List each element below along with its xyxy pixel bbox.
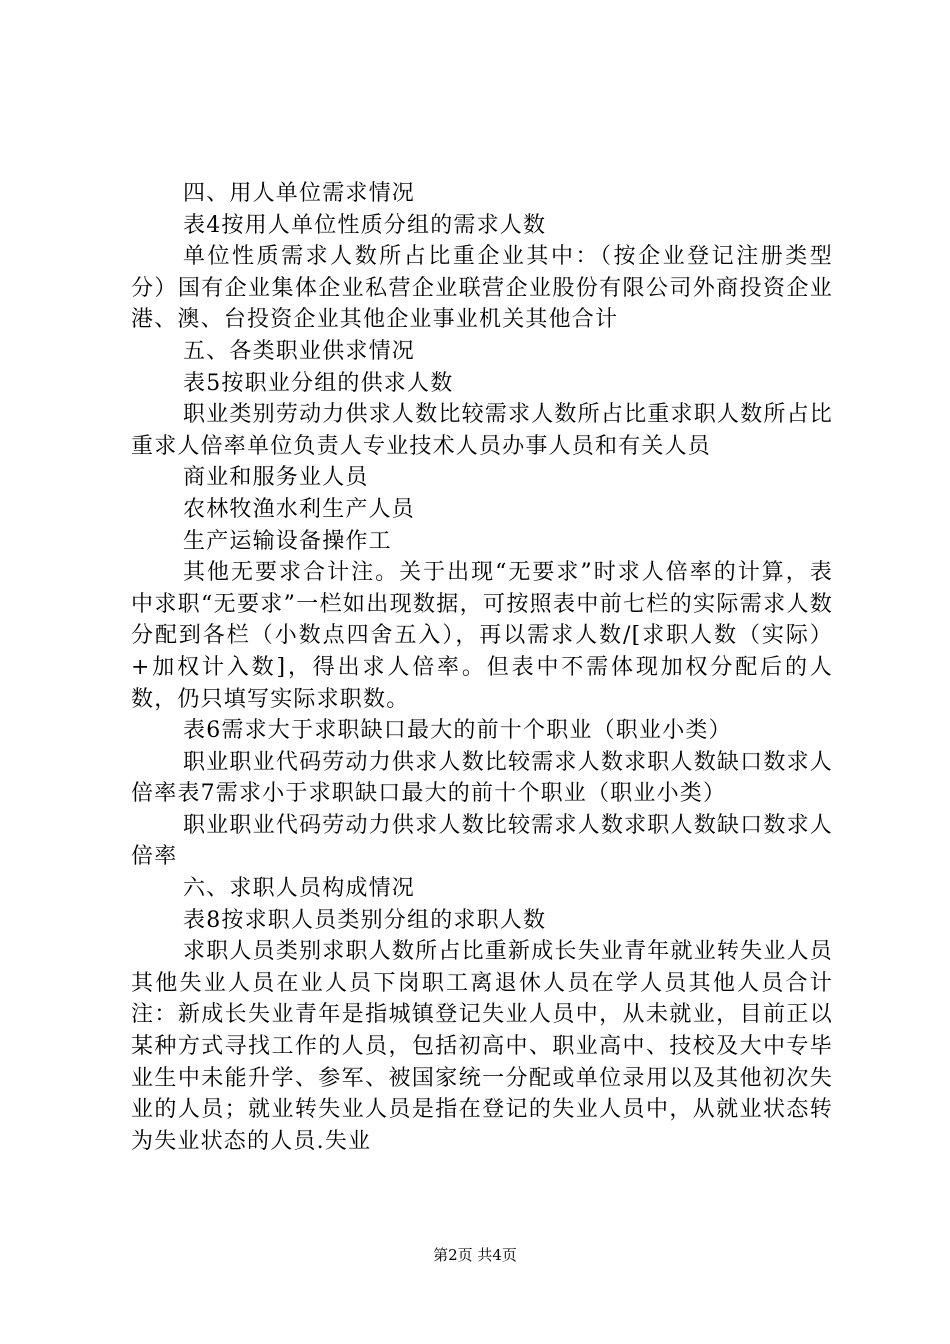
table-caption-5: 表5按职业分组的供求人数 bbox=[183, 370, 454, 396]
body-paragraph: 商业和服务业人员 bbox=[183, 465, 369, 491]
body-paragraph: 职业职业代码劳动力供求人数比较需求人数求职人数缺口数求人倍率 bbox=[131, 812, 833, 870]
body-paragraph: 求职人员类别求职人数所占比重新成长失业青年就业转失业人员其他失业人员在业人员下岗职工离退休人员在学人员其他人员合计注：新成长失业青年是指城镇登记失业人员中，从未就业，目前正以某种方式寻找工作的人员，包括初高中、职业高中、技校及大中专毕业生中未能升学、参军、被国家统一分配或单位录用以及其他初次失业的人员；就业转失业人员是指在登记的失业人员中，从就业状态转为失业状态的人员.失业 bbox=[131, 939, 833, 1154]
section-heading-6: 六、求职人员构成情况 bbox=[183, 876, 416, 902]
body-paragraph: 职业类别劳动力供求人数比较需求人数所占比重求职人数所占比重求人倍率单位负责人专业技术人员办事人员和有关人员 bbox=[131, 402, 833, 459]
page-number: 第2页 共4页 bbox=[433, 1246, 517, 1264]
body-paragraph: 职业职业代码劳动力供求人数比较需求人数求职人数缺口数求人倍率表7需求小于求职缺口最大的前十个职业（职业小类） bbox=[131, 749, 833, 807]
section-heading-4: 四、用人单位需求情况 bbox=[183, 181, 416, 206]
section-heading-5: 五、各类职业供求情况 bbox=[183, 338, 416, 364]
document-body bbox=[0, 178, 950, 1157]
body-paragraph: 其他无要求合计注。关于出现“无要求”时求人倍率的计算，表中求职“无要求”一栏如出现数据，可按照表中前七栏的实际需求人数分配到各栏（小数点四舍五入），再以需求人数/[求职人数（实际）+加权计入数]，得出求人倍率。但表中不需体现加权分配后的人数，仍只填写实际求职数。 bbox=[131, 560, 833, 712]
table-caption-4: 表4按用人单位性质分组的需求人数 bbox=[183, 212, 547, 238]
body-paragraph: 单位性质需求人数所占比重企业其中：（按企业登记注册类型分）国有企业集体企业私营企业联营企业股份有限公司外商投资企业港、澳、台投资企业其他企业事业机关其他合计 bbox=[131, 244, 833, 333]
table-caption-6: 表6需求大于求职缺口最大的前十个职业（职业小类） bbox=[183, 718, 732, 744]
table-caption-8: 表8按求职人员类别分组的求职人数 bbox=[183, 907, 547, 933]
body-paragraph: 生产运输设备操作工 bbox=[183, 528, 392, 554]
body-paragraph: 农林牧渔水利生产人员 bbox=[183, 496, 416, 522]
